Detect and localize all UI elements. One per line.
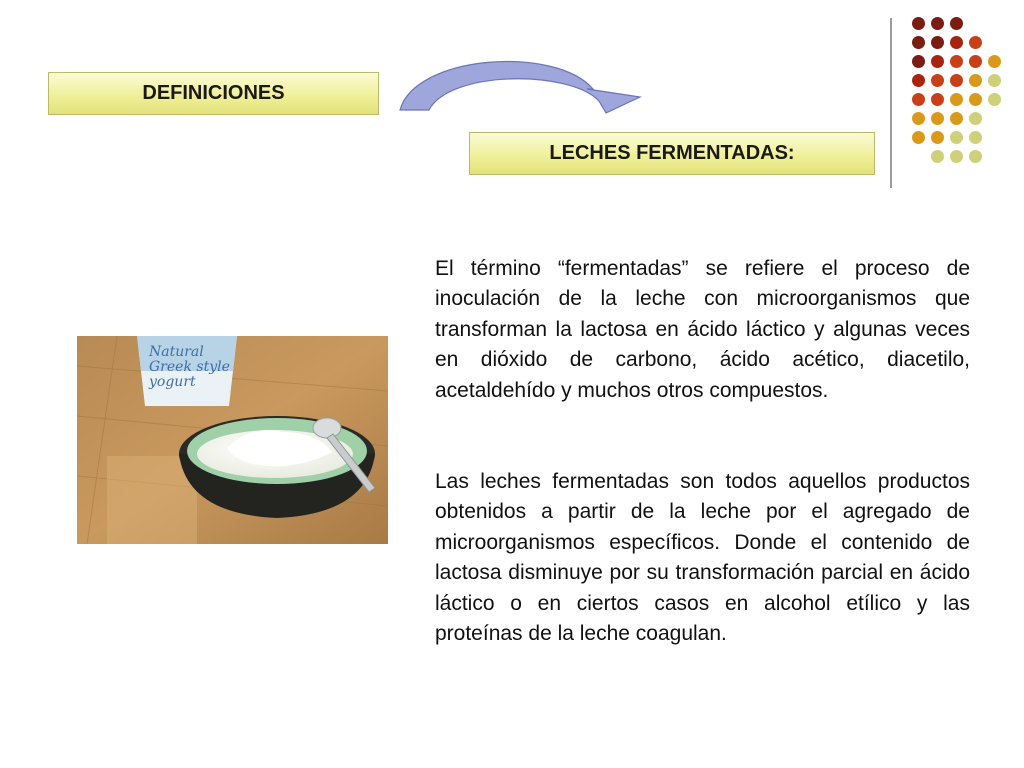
decorative-dot (931, 93, 944, 106)
decorative-dot (969, 36, 982, 49)
decorative-dot (931, 17, 944, 30)
leches-fermentadas-label-box (469, 132, 875, 175)
decorative-dot (912, 112, 925, 125)
decorative-dot (912, 36, 925, 49)
svg-text:Natural: Natural (149, 344, 204, 360)
decorative-dot (931, 150, 944, 163)
definiciones-label: DEFINICIONES (142, 82, 285, 104)
definiciones-label-box (48, 72, 379, 115)
decorative-dot (912, 17, 925, 30)
decorative-dot (950, 93, 963, 106)
decorative-dot (969, 112, 982, 125)
decorative-dot (969, 150, 982, 163)
decorative-dot (988, 74, 1001, 87)
vertical-divider (890, 18, 892, 188)
decorative-dot (950, 74, 963, 87)
decorative-dot (912, 93, 925, 106)
leches-fermentadas-label: LECHES FERMENTADAS: (549, 142, 795, 164)
svg-text:Greek style: Greek style (149, 359, 230, 375)
decorative-dot (988, 93, 1001, 106)
decorative-dot (931, 112, 944, 125)
decorative-dot (931, 36, 944, 49)
decorative-dot (931, 55, 944, 68)
decorative-dot (950, 112, 963, 125)
decorative-dot (950, 36, 963, 49)
paragraph-definition: El término “fermentadas” se refiere el proceso de inoculación de la leche con microorganismos que transforman la lactosa en ácido láctico y algunas veces en dióxido de carbono, ácido acético, diacetilo, acetaldehído y muchos otros compuestos. (435, 257, 970, 402)
decorative-dot (950, 55, 963, 68)
decorative-dot (969, 74, 982, 87)
paragraph-leches-fermentadas: Las leches fermentadas son todos aquellos productos obtenidos a partir de la leche por el agregado de microorganismos específicos. Donde el contenido de lactosa disminuye por su transformación parcial en ácido láctico o en ciertos casos en alcohol etílico y las proteínas de la leche coagulan. (435, 470, 970, 646)
svg-text:yogurt: yogurt (149, 374, 196, 390)
decorative-dot (969, 93, 982, 106)
decorative-dot (912, 131, 925, 144)
decorative-dot (969, 131, 982, 144)
decorative-dot (950, 150, 963, 163)
decorative-dot (931, 74, 944, 87)
decorative-dot (912, 74, 925, 87)
decorative-dot (912, 55, 925, 68)
yogurt-photo (77, 336, 388, 544)
decorative-dot (950, 17, 963, 30)
decorative-dot (950, 131, 963, 144)
curved-arrow-icon (395, 55, 650, 117)
decorative-dot (969, 55, 982, 68)
decorative-dot (988, 55, 1001, 68)
decorative-dot (931, 131, 944, 144)
